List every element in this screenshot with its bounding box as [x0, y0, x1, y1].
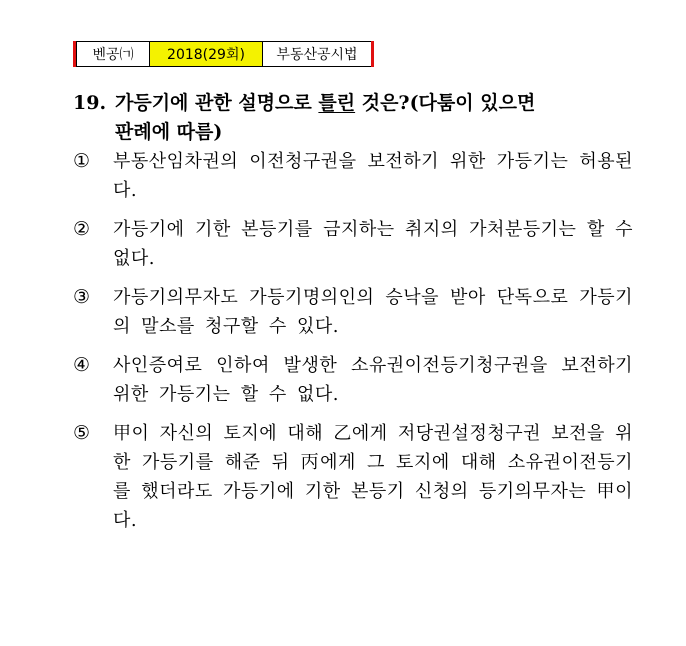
option-1[interactable] [73, 147, 633, 205]
exam-header [73, 41, 374, 67]
header-category: 벤공㈀ [76, 41, 150, 67]
option-text: 부동산임차권의 이전청구권을 보전하기 위한 가등기는 허용된다. [113, 151, 633, 201]
option-number: ③ [73, 286, 91, 308]
question-number: 19. [73, 92, 107, 114]
header-year: 2018(29회) [150, 41, 263, 67]
option-2[interactable] [73, 215, 633, 273]
question-prefix: 가등기에 관한 설명으로 [115, 92, 319, 114]
question-emphasis: 틀린 [318, 92, 356, 114]
option-number: ① [73, 150, 91, 172]
option-5[interactable] [73, 419, 633, 535]
option-number: ⑤ [73, 422, 91, 444]
option-text: 甲이 자신의 토지에 대해 乙에게 저당권설정청구권 보전을 위한 가등기를 해준 뒤 丙에게 그 토지에 대해 소유권이전등기를 했더라도 가등기에 기한 본등기 신청의 등기의무자는 甲이다. [113, 423, 633, 531]
option-3[interactable] [73, 283, 633, 341]
header-right-accent [371, 41, 374, 67]
option-4[interactable] [73, 351, 633, 409]
question-stem [73, 89, 633, 147]
answer-options [73, 147, 633, 545]
header-subject: 부동산공시법 [263, 41, 371, 67]
option-text: 가등기에 기한 본등기를 금지하는 취지의 가처분등기는 할 수 없다. [113, 219, 633, 269]
option-number: ② [73, 218, 91, 240]
option-text: 사인증여로 인하여 발생한 소유권이전등기청구권을 보전하기 위한 가등기는 할 수 없다. [113, 355, 633, 405]
option-number: ④ [73, 354, 91, 376]
question-suffix: 것은?(다툼이 있으면 [355, 92, 536, 114]
option-text: 가등기의무자도 가등기명의인의 승낙을 받아 단독으로 가등기의 말소를 청구할 수 있다. [113, 287, 633, 337]
question-line-2: 판례에 따름) [115, 121, 223, 143]
question-line-1 [73, 89, 633, 118]
